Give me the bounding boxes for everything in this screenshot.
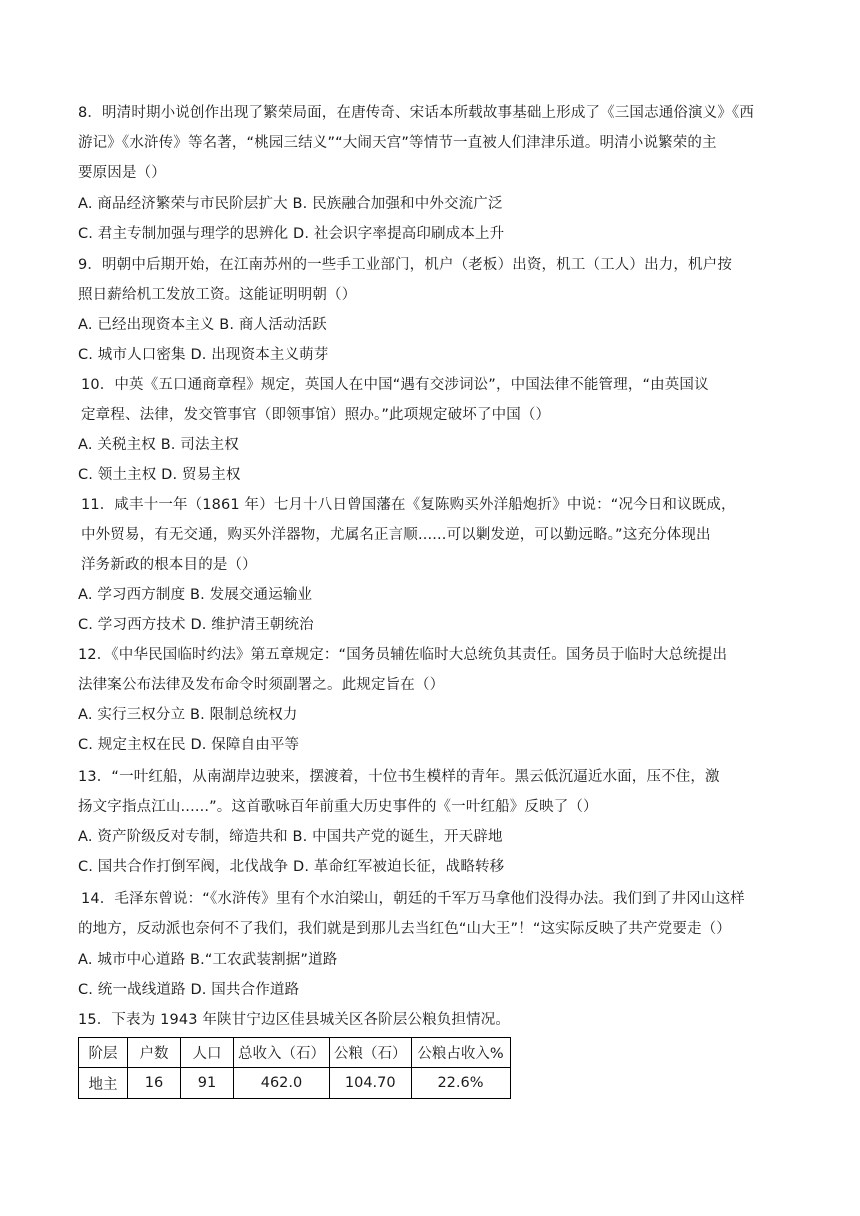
question-13-options-cd: C. 国共合作打倒军阀，北伐战争 D. 革命红军被迫长征，战略转移 bbox=[78, 859, 505, 875]
table-cell: 地主 bbox=[79, 1068, 128, 1099]
question-11-text: 中外贸易，有无交通，购买外洋器物，尤属名正言顺......可以剿发逆，可以勤远略。”这充分体现出 bbox=[81, 527, 711, 543]
table-header-row bbox=[79, 1038, 511, 1068]
table-header-cell: 公粮占收入% bbox=[411, 1038, 510, 1068]
question-10-text: 定章程、法律，发交管事官（即领事馆）照办。”此项规定破坏了中国（） bbox=[81, 407, 551, 423]
question-11-options-ab: A. 学习西方制度 B. 发展交通运输业 bbox=[78, 587, 313, 603]
question-13-text: 扬文字指点江山......”。这首歌咏百年前重大历史事件的《一叶红船》反映了（） bbox=[78, 799, 598, 815]
table-header-cell: 户数 bbox=[128, 1038, 181, 1068]
question-8-options-ab: A. 商品经济繁荣与市民阶层扩大 B. 民族融合加强和中外交流广泛 bbox=[78, 196, 503, 212]
question-11-text: 洋务新政的根本目的是（） bbox=[81, 557, 257, 573]
question-14-text: 的地方，反动派也奈何不了我们，我们就是到那儿去当红色“山大王”！“这实际反映了共产党要走（） bbox=[78, 921, 731, 937]
question-12-options-cd: C. 规定主权在民 D. 保障自由平等 bbox=[78, 737, 300, 753]
question-14-text: 14．毛泽东曾说：“《水浒传》里有个水泊梁山，朝廷的千军万马拿他们没得办法。我们到了井冈山这样 bbox=[81, 891, 745, 907]
question-15-text: 15．下表为 1943 年陕甘宁边区佳县城关区各阶层公粮负担情况。 bbox=[78, 1012, 511, 1028]
question-8-text: 8．明清时期小说创作出现了繁荣局面，在唐传奇、宋话本所载故事基础上形成了《三国志通俗演义》《西 bbox=[78, 105, 755, 121]
question-9-text: 照日薪给机工发放工资。这能证明明朝（） bbox=[78, 287, 357, 303]
table-cell: 91 bbox=[181, 1068, 234, 1099]
question-11-options-cd: C. 学习西方技术 D. 维护清王朝统治 bbox=[78, 617, 314, 633]
table-header-cell: 阶层 bbox=[79, 1038, 128, 1068]
question-10-options-cd: C. 领土主权 D. 贸易主权 bbox=[78, 467, 241, 483]
question-12-text: 12．《中华民国临时约法》第五章规定：“国务员辅佐临时大总统负其责任。国务员于临时大总统提出 bbox=[78, 647, 728, 663]
table-cell: 16 bbox=[128, 1068, 181, 1099]
question-12-text: 法律案公布法律及发布命令时须副署之。此规定旨在（） bbox=[78, 677, 445, 693]
table-cell: 104.70 bbox=[330, 1068, 412, 1099]
question-9-text: 9．明朝中后期开始，在江南苏州的一些手工业部门，机户（老板）出资，机工（工人）出力，机户按 bbox=[78, 257, 732, 273]
table-cell: 22.6% bbox=[411, 1068, 510, 1099]
question-14-options-ab: A. 城市中心道路 B.“工农武装割据”道路 bbox=[78, 952, 338, 968]
question-12-options-ab: A. 实行三权分立 B. 限制总统权力 bbox=[78, 707, 298, 723]
table-header-cell: 人口 bbox=[181, 1038, 234, 1068]
question-8-text: 要原因是（） bbox=[78, 165, 166, 181]
table-row bbox=[79, 1068, 511, 1099]
question-13-options-ab: A. 资产阶级反对专制，缔造共和 B. 中国共产党的诞生，开天辟地 bbox=[78, 829, 503, 845]
question-8-text: 游记》《水浒传》等名著，“桃园三结义”“大闹天宫”等情节一直被人们津津乐道。明清小说繁荣的主 bbox=[78, 135, 717, 151]
table-cell: 462.0 bbox=[234, 1068, 330, 1099]
question-8-options-cd: C. 君主专制加强与理学的思辨化 D. 社会识字率提高印刷成本上升 bbox=[78, 226, 505, 242]
question-13-text: 13．“一叶红船，从南湖岸边驶来，摆渡着，十位书生模样的青年。黑云低沉逼近水面，压不住，激 bbox=[78, 769, 720, 785]
grain-burden-table bbox=[78, 1037, 511, 1099]
table-header-cell: 公粮（石） bbox=[330, 1038, 412, 1068]
question-11-text: 11．咸丰十一年（1861 年）七月十八日曾国藩在《复陈购买外洋船炮折》中说：“况今日和议既成， bbox=[81, 497, 736, 513]
question-10-text: 10．中英《五口通商章程》规定，英国人在中国“遇有交涉词讼”，中国法律不能管理，“由英国议 bbox=[81, 377, 709, 393]
question-9-options-ab: A. 已经出现资本主义 B. 商人活动活跃 bbox=[78, 317, 327, 333]
question-9-options-cd: C. 城市人口密集 D. 出现资本主义萌芽 bbox=[78, 347, 329, 363]
question-10-options-ab: A. 关税主权 B. 司法主权 bbox=[78, 437, 239, 453]
table-header-cell: 总收入（石） bbox=[234, 1038, 330, 1068]
question-14-options-cd: C. 统一战线道路 D. 国共合作道路 bbox=[78, 982, 300, 998]
